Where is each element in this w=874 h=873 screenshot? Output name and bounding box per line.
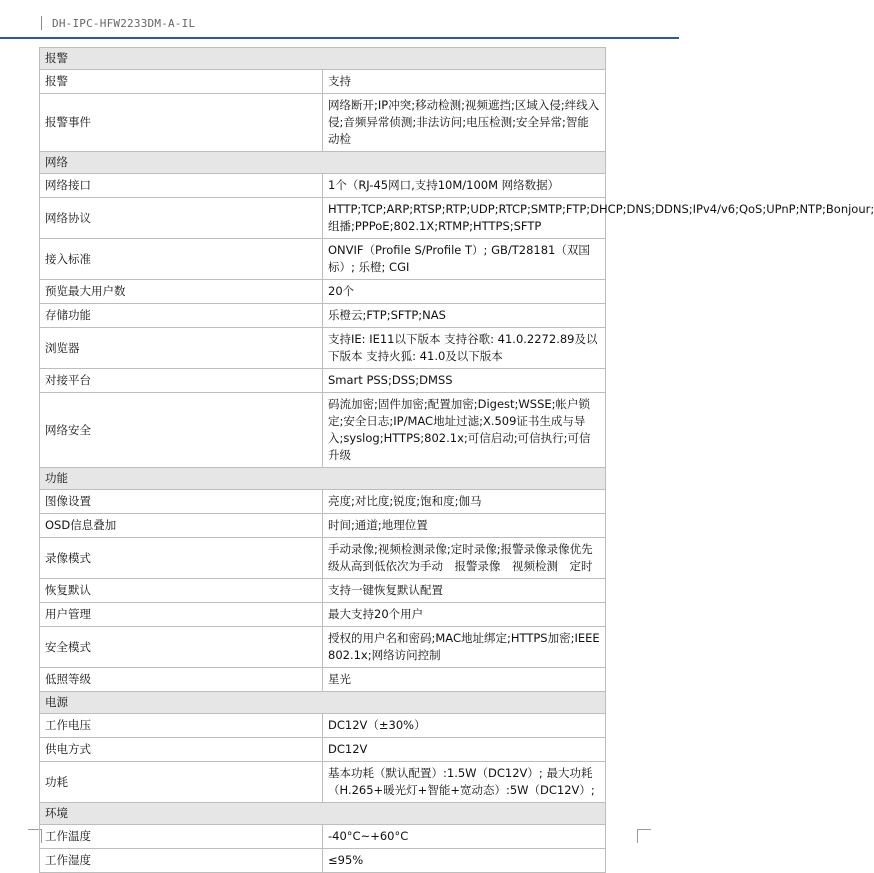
spec-key: 功耗 <box>40 762 323 803</box>
section-environment <box>40 803 606 825</box>
page-header <box>0 0 679 40</box>
spec-value: ≤95% <box>323 849 606 873</box>
spec-key: 录像模式 <box>40 538 323 579</box>
table-row <box>40 603 606 627</box>
table-row <box>40 280 606 304</box>
section-title: 电源 <box>40 692 606 714</box>
table-row <box>40 70 606 94</box>
spec-value: -40°C~+60°C <box>323 825 606 849</box>
table-row <box>40 762 606 803</box>
header-tick <box>41 16 42 30</box>
spec-value: 星光 <box>323 668 606 692</box>
section-power <box>40 692 606 714</box>
spec-value: 亮度;对比度;锐度;饱和度;伽马 <box>323 490 606 514</box>
spec-key: 接入标准 <box>40 239 323 280</box>
spec-key: 存储功能 <box>40 304 323 328</box>
crop-mark-right <box>637 829 638 843</box>
spec-value: 1个（RJ-45网口,支持10M/100M 网络数据） <box>323 174 606 198</box>
spec-value: 基本功耗（默认配置）:1.5W（DC12V）; 最大功耗（H.265+暖光灯+智能+宽动态）:5W（DC12V）; <box>323 762 606 803</box>
crop-mark-right-h <box>637 829 651 830</box>
header-rule <box>0 37 679 39</box>
table-row <box>40 328 606 369</box>
table-row <box>40 304 606 328</box>
spec-value: 码流加密;固件加密;配置加密;Digest;WSSE;帐户锁定;安全日志;IP/MAC地址过滤;X.509证书生成与导入;syslog;HTTPS;802.1x;可信启动;可信执行;可信升级 <box>323 393 606 468</box>
table-row <box>40 538 606 579</box>
section-title: 网络 <box>40 152 606 174</box>
document-model-title: DH-IPC-HFW2233DM-A-IL <box>52 17 196 30</box>
spec-value: 时间;通道;地理位置 <box>323 514 606 538</box>
spec-value: DC12V（±30%） <box>323 714 606 738</box>
spec-key: 预览最大用户数 <box>40 280 323 304</box>
spec-key: 报警 <box>40 70 323 94</box>
section-title: 报警 <box>40 48 606 70</box>
table-row <box>40 490 606 514</box>
spec-value: 支持一键恢复默认配置 <box>323 579 606 603</box>
table-row <box>40 369 606 393</box>
spec-key: 安全模式 <box>40 627 323 668</box>
spec-value: 支持IE: IE11以下版本 支持谷歌: 41.0.2272.89及以下版本 支持火狐: 41.0及以下版本 <box>323 328 606 369</box>
table-row <box>40 738 606 762</box>
spec-value: ONVIF（Profile S/Profile T）; GB/T28181（双国标）; 乐橙; CGI <box>323 239 606 280</box>
spec-value: DC12V <box>323 738 606 762</box>
table-row <box>40 714 606 738</box>
table-row <box>40 849 606 873</box>
spec-key: 网络安全 <box>40 393 323 468</box>
spec-value: 手动录像;视频检测录像;定时录像;报警录像录像优先级从高到低依次为手动 报警录像 视频检测 定时 <box>323 538 606 579</box>
spec-value: 支持 <box>323 70 606 94</box>
spec-key: 用户管理 <box>40 603 323 627</box>
table-row <box>40 579 606 603</box>
table-row <box>40 393 606 468</box>
spec-value: 20个 <box>323 280 606 304</box>
spec-key: 恢复默认 <box>40 579 323 603</box>
spec-key: 报警事件 <box>40 94 323 152</box>
table-row <box>40 627 606 668</box>
spec-value: 最大支持20个用户 <box>323 603 606 627</box>
spec-key: 供电方式 <box>40 738 323 762</box>
spec-key: 对接平台 <box>40 369 323 393</box>
table-row <box>40 174 606 198</box>
spec-value: 授权的用户名和密码;MAC地址绑定;HTTPS加密;IEEE 802.1x;网络访问控制 <box>323 627 606 668</box>
spec-value: 乐橙云;FTP;SFTP;NAS <box>323 304 606 328</box>
spec-key: 浏览器 <box>40 328 323 369</box>
table-row <box>40 668 606 692</box>
spec-key: OSD信息叠加 <box>40 514 323 538</box>
spec-value: 网络断开;IP冲突;移动检测;视频遮挡;区域入侵;绊线入侵;音频异常侦测;非法访问;电压检测;安全异常;智能动检 <box>323 94 606 152</box>
spec-key: 工作电压 <box>40 714 323 738</box>
spec-value: HTTP;TCP;ARP;RTSP;RTP;UDP;RTCP;SMTP;FTP;DHCP;DNS;DDNS;IPv4/v6;QoS;UPnP;NTP;Bonjour;组播;PPPoE;802.1X;RTMP;HTTPS;SFTP <box>323 198 606 239</box>
spec-table <box>39 47 874 873</box>
section-function <box>40 468 606 490</box>
spec-key: 工作温度 <box>40 825 323 849</box>
spec-key: 工作湿度 <box>40 849 323 873</box>
section-alarm <box>40 48 606 70</box>
table-row <box>40 825 606 849</box>
section-network <box>40 152 606 174</box>
spec-key: 网络接口 <box>40 174 323 198</box>
spec-value: Smart PSS;DSS;DMSS <box>323 369 606 393</box>
table-row <box>40 94 606 152</box>
spec-key: 网络协议 <box>40 198 323 239</box>
table-row <box>40 239 606 280</box>
section-title: 功能 <box>40 468 606 490</box>
spec-key: 低照等级 <box>40 668 323 692</box>
table-row <box>40 198 606 239</box>
section-title: 环境 <box>40 803 606 825</box>
table-row <box>40 514 606 538</box>
spec-key: 图像设置 <box>40 490 323 514</box>
